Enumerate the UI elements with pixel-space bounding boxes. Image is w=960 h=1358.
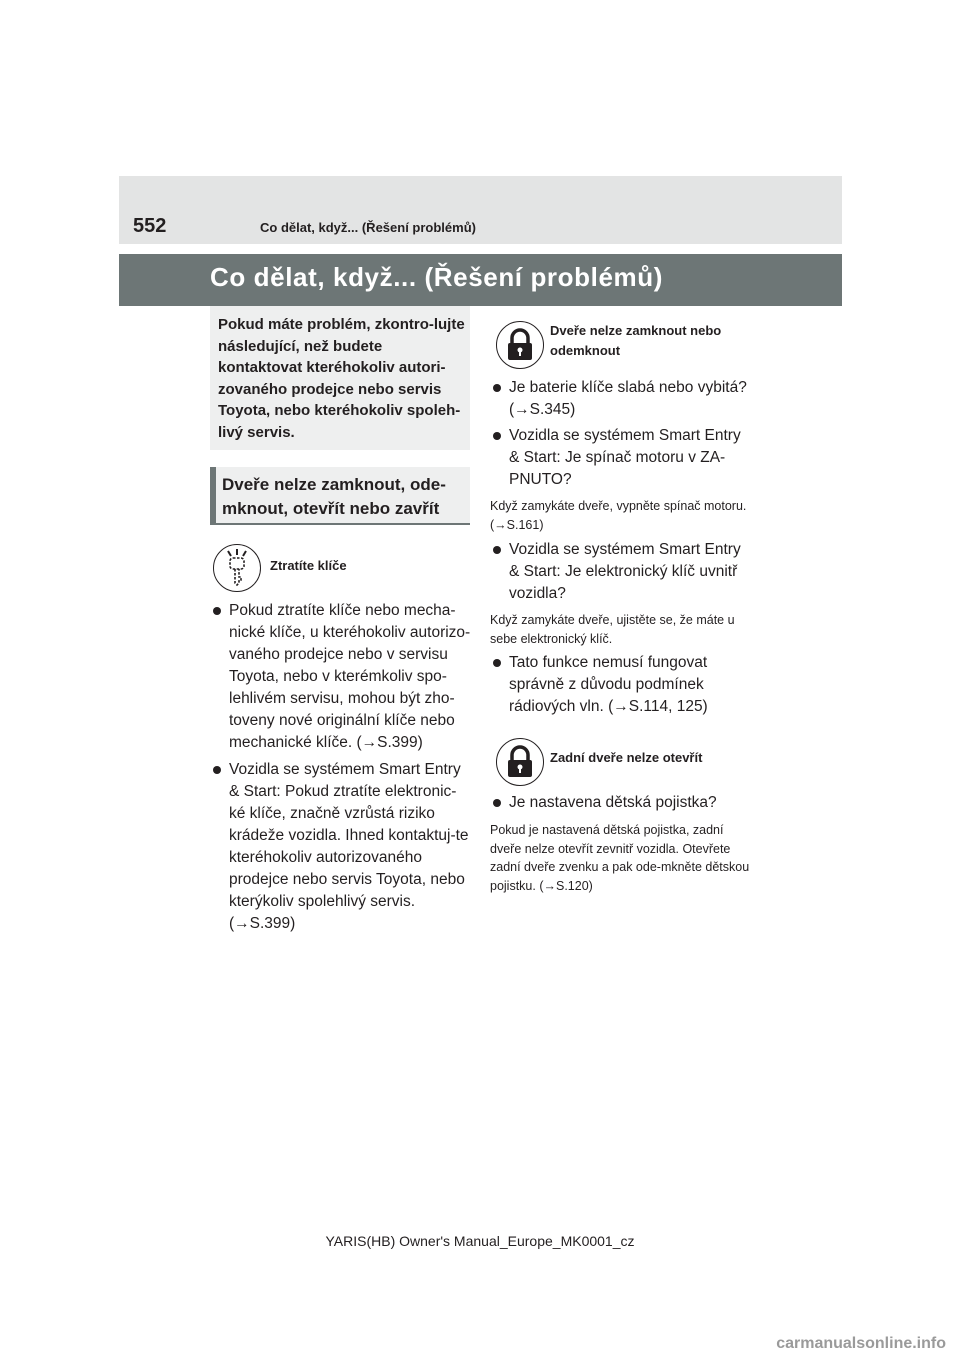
note-text: Pokud je nastavená dětská pojistka, zadní dveře nelze otevřít zevnitř vozidla. Otevřete zadní dveře zvenku a pak ode-mkněte dětskou pojistku. (→S.120) <box>490 823 750 893</box>
list-item: Vozidla se systémem Smart Entry & Start: Je spínač motoru v ZA-PNUTO? <box>490 425 752 491</box>
page-number: 552 <box>133 215 167 237</box>
intro-text: Pokud máte problém, zkontro-lujte následující, než budete kontaktovat kteréhokoliv autori-zovaného prodejce nebo servis Toyota, nebo kteréhokoliv spoleh-livý servis. <box>218 316 465 441</box>
list-item: Pokud ztratíte klíče nebo mecha-nické klíče, u kteréhokoliv autorizo-vaného prodejce nebo v servisu Toyota, nebo v kterémkoliv spo-lehlivém servisu, mohou být zho-toveny nové originální klíče nebo mechanické klíče. (→S.399) <box>210 600 472 754</box>
list-item: Vozidla se systémem Smart Entry & Start: Je elektronický klíč uvnitř vozidla? <box>490 539 752 605</box>
list-item: Vozidla se systémem Smart Entry & Start: Pokud ztratíte elektronic-ké klíče, značně vzrůstá riziko krádeže vozidla. Ihned kontaktuj-te kteréhokoliv autorizovaného prodejce nebo servis Toyota, nebo kterýkoliv spolehlivý servis. (→S.399) <box>210 759 472 935</box>
list-item: Je nastavena dětská pojistka? <box>490 792 752 814</box>
list-item: Tato funkce nemusí fungovat správně z důvodu podmínek rádiových vln. (→S.114, 125) <box>490 652 752 718</box>
lost-key-label: Ztratíte klíče <box>270 558 347 573</box>
lock-label: Dveře nelze zamknout nebo odemknout <box>550 323 722 358</box>
header-band <box>119 176 842 244</box>
list-item: Je baterie klíče slabá nebo vybitá? (→S.345) <box>490 377 752 421</box>
rear-door-label: Zadní dveře nelze otevřít <box>550 750 703 765</box>
section-heading: Dveře nelze zamknout, ode-mknout, otevřít nebo zavřít <box>222 475 446 518</box>
note-text: Když zamykáte dveře, vypněte spínač motoru. (→S.161) <box>490 499 747 532</box>
note-text: Když zamykáte dveře, ujistěte se, že máte u sebe elektronický klíč. <box>490 613 735 646</box>
footer-text: YARIS(HB) Owner's Manual_Europe_MK0001_cz <box>325 1233 635 1249</box>
running-title: Co dělat, když... (Řešení problémů) <box>260 220 476 235</box>
lock-icon <box>496 321 544 369</box>
watermark: carmanualsonline.info <box>776 1335 946 1352</box>
page-title: Co dělat, když... (Řešení problémů) <box>210 262 663 292</box>
rear-door-lock-icon <box>496 738 544 786</box>
lost-key-icon <box>213 544 261 592</box>
